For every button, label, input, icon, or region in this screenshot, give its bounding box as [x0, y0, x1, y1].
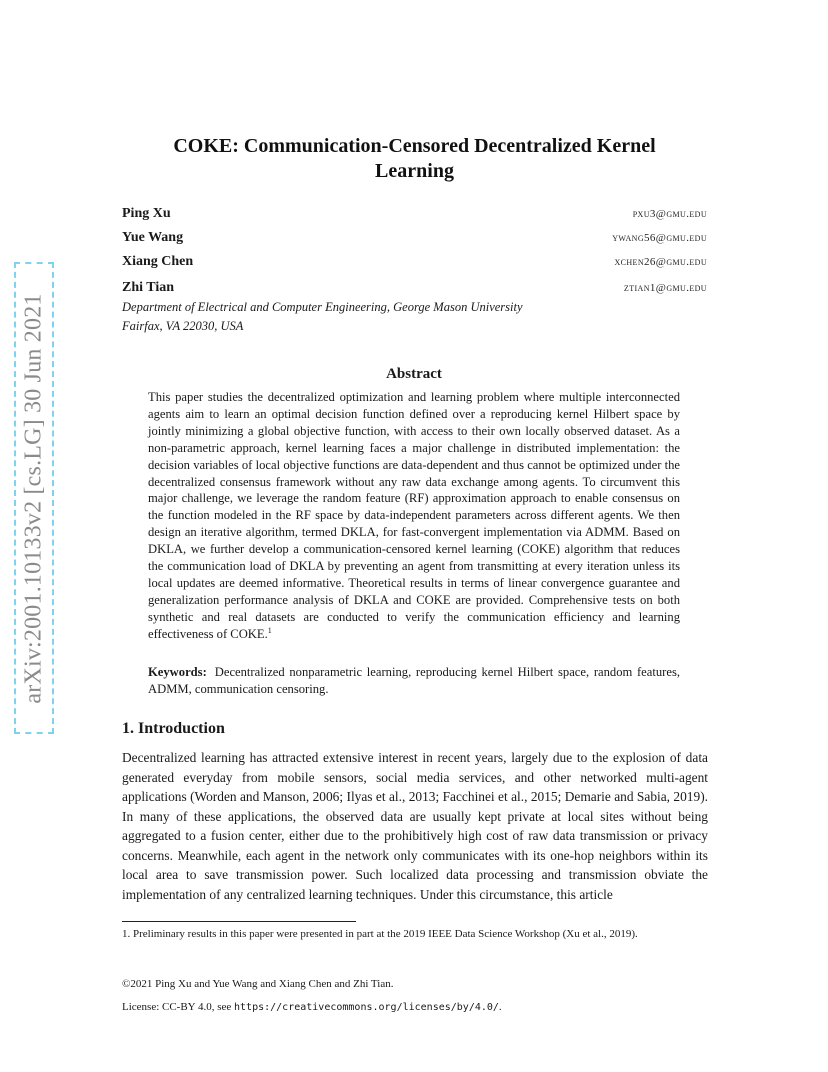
paper-title: [122, 134, 707, 184]
footnote: 1. Preliminary results in this paper were presented in part at the 2019 IEEE Data Science Workshop (Xu et al., 2019).: [122, 928, 638, 940]
author-name: Zhi Tian: [122, 280, 175, 295]
introduction-paragraph: Decentralized learning has attracted extensive interest in recent years, largely due to the explosion of data generated everyday from mobile sensors, social media services, and other networked multi-agent applications (Worden and Manson, 2006; Ilyas et al., 2013; Facchinei et al., 2015; Demarie and Sabia, 2019). In many of these applications, the observed data are usually kept private at local sites without being aggregated to a fusion center, either due to the prohibitively high cost of raw data transmission or privacy concerns. Meanwhile, each agent in the network only communicates with its one-hop neighbors within its local area to save transmission power. Such localized data processing and transmission obviate the implementation of any centralized learning techniques. Under this circumstance, this article: [122, 750, 708, 902]
author-email[interactable]: ztian1@gmu.edu: [623, 282, 707, 294]
author-email[interactable]: pxu3@gmu.edu: [632, 208, 707, 220]
affiliation-department: Department of Electrical and Computer Engineering, George Mason University: [122, 300, 523, 314]
arxiv-identifier-text: arXiv:2001.10133v2 [cs.LG] 30 Jun 2021: [20, 292, 47, 704]
license-suffix: .: [498, 1001, 502, 1013]
abstract-body: [148, 389, 680, 643]
copyright-notice: ©2021 Ping Xu and Yue Wang and Xiang Chen and Zhi Tian.: [122, 978, 394, 990]
keywords-label: Keywords:: [148, 665, 207, 679]
section-heading-introduction: 1. Introduction: [122, 720, 225, 737]
license-notice: [122, 1001, 502, 1013]
author-row: [122, 280, 707, 300]
abstract-heading: Abstract: [386, 366, 442, 382]
author-email[interactable]: ywang56@gmu.edu: [612, 232, 707, 244]
arxiv-identifier-stamp[interactable]: [14, 262, 54, 734]
affiliation-address: Fairfax, VA 22030, USA: [122, 319, 244, 333]
author-name: Yue Wang: [122, 230, 184, 245]
license-link[interactable]: https://creativecommons.org/licenses/by/4.0/: [234, 1002, 499, 1013]
author-row: [122, 230, 707, 250]
footnote-marker[interactable]: 1: [267, 625, 272, 635]
author-row: [122, 206, 707, 226]
author-name: Xiang Chen: [122, 254, 194, 269]
title-line-1: COKE: Communication-Censored Decentralized Kernel: [173, 135, 656, 157]
license-prefix: License: CC-BY 4.0, see: [122, 1001, 235, 1013]
abstract-text: This paper studies the decentralized optimization and learning problem where multiple interconnected agents aim to learn an optimal decision function defined over a reproducing kernel Hilbert space by jointly minimizing a global objective function, with access to their own locally observed dataset. As a non-parametric approach, kernel learning faces a major challenge in distributed implementation: the decision variables of local objective functions are data-dependent and thus cannot be optimized under the decentralized consensus framework without any raw data exchange among agents. To circumvent this major challenge, we leverage the random feature (RF) approximation approach to enable consensus on the function modeled in the RF space by data-independent parameters across different agents. We then design an iterative algorithm, termed DKLA, for fast-convergent implementation via ADMM. Based on DKLA, we further develop a communication-censored kernel learning (COKE) algorithm that reduces the communication load of DKLA by preventing an agent from transmitting at every iteration unless its local updates are deemed informative. Theoretical results in terms of linear convergence guarantee and generalization performance analysis of DKLA and COKE are provided. Comprehensive tests on both synthetic and real datasets are conducted to verify the communication efficiency and learning effectiveness of COKE.: [148, 390, 680, 641]
footnote-divider: [122, 921, 356, 922]
keywords: [148, 664, 680, 698]
title-line-2: Learning: [375, 160, 454, 182]
author-row: [122, 254, 707, 274]
author-name: Ping Xu: [122, 206, 171, 221]
author-email[interactable]: xchen26@gmu.edu: [614, 256, 707, 268]
keywords-text: Decentralized nonparametric learning, reproducing kernel Hilbert space, random features, ADMM, communication censoring.: [148, 665, 680, 696]
